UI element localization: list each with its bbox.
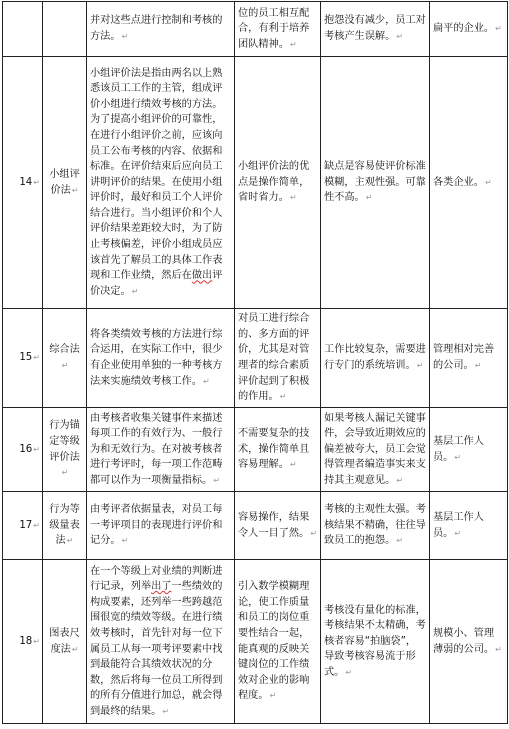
method-name bbox=[43, 2, 87, 57]
method-scope: 基层工作人员。↵ bbox=[430, 408, 508, 492]
method-scope: 基层工作人员。↵ bbox=[430, 492, 508, 560]
table-row bbox=[3, 309, 508, 408]
method-scope: 各类企业。↵ bbox=[430, 57, 508, 309]
method-scope: 管理相对完善的公司。↵ bbox=[430, 309, 508, 408]
method-disadvantages: 考核没有量化的标准，考核结果不太精确，考核者容易“拍脑袋”，导致考核容易流于形式。↵ bbox=[321, 560, 430, 724]
spellcheck-underline: 出了 bbox=[151, 581, 172, 593]
table-row bbox=[3, 408, 508, 492]
method-advantages: 位的员工相互配合，有利于培养团队精神。↵ bbox=[235, 2, 321, 57]
method-advantages: 小组评价法的优点是操作简单，省时省力。↵ bbox=[235, 57, 321, 309]
method-disadvantages: 如果考核人漏记关键事件，会导致近期效应的偏差被夸大，员工会觉得管理者编造事实来支持其主观意见。↵ bbox=[321, 408, 430, 492]
row-number bbox=[3, 2, 43, 57]
method-disadvantages: 抱怨没有减少，员工对考核产生误解。↵ bbox=[321, 2, 430, 57]
method-disadvantages: 考核的主观性太强。考核结果不精确，往往导致员工的抱怨。↵ bbox=[321, 492, 430, 560]
row-number: 18↵ bbox=[3, 560, 43, 724]
method-advantages: 对员工进行综合的、多方面的评价，尤其是对管理者的综合素质评价起到了积极的作用。↵ bbox=[235, 309, 321, 408]
method-scope: 规模小、管理薄弱的公司。↵ bbox=[430, 560, 508, 724]
method-advantages: 容易操作，结果令人一目了然。↵ bbox=[235, 492, 321, 560]
method-content: 并对这些点进行控制和考核的方法。↵ bbox=[87, 2, 235, 57]
method-content: 在一个等级上对业绩的判断进行记录，列举出了一些绩效的构成要素，还列举一些跨越范围很宽的绩效等级。在进行绩效考核时，首先针对每一位下属员工从每一项考评要素中找到最能符合其绩效状况的分数，然后将每一位员工所得到的所有分值进行加总，就会得到最终的结果。↵ bbox=[87, 560, 235, 724]
table-row bbox=[3, 492, 508, 560]
method-name: 图表尺度法↵ bbox=[43, 560, 87, 724]
method-content: 由考评者依据量表，对员工每一考评项目的表现进行评价和记分。↵ bbox=[87, 492, 235, 560]
method-scope: 扁平的企业。↵ bbox=[430, 2, 508, 57]
methods-table bbox=[2, 1, 508, 724]
method-content: 将各类绩效考核的方法进行综合运用，在实际工作中，很少有企业使用单独的一种考核方法来实施绩效考核工作。↵ bbox=[87, 309, 235, 408]
row-number: 17↵ bbox=[3, 492, 43, 560]
table-row bbox=[3, 560, 508, 724]
row-number: 14↵ bbox=[3, 57, 43, 309]
method-name: 综合法↵ bbox=[43, 309, 87, 408]
table-row bbox=[3, 57, 508, 309]
method-content: 由考核者收集关键事件来描述每项工作的有效行为、一般行为和无效行为。在对被考核者进行考评时，每一项工作范畴都可以作为一项衡量指标。↵ bbox=[87, 408, 235, 492]
row-number: 15↵ bbox=[3, 309, 43, 408]
table-row bbox=[3, 2, 508, 57]
method-name: 行为锚定等级评价法↵ bbox=[43, 408, 87, 492]
method-name: 行为等级量表法↵ bbox=[43, 492, 87, 560]
method-disadvantages: 工作比较复杂，需要进行专门的系统培训。↵ bbox=[321, 309, 430, 408]
method-name: 小组评价法↵ bbox=[43, 57, 87, 309]
method-disadvantages: 缺点是容易使评价标准模糊，主观性强。可靠性不高。↵ bbox=[321, 57, 430, 309]
method-advantages: 引入数学模糊理论，使工作质量和员工的岗位重要性结合一起，能真观的反映关键岗位的工作绩效对企业的影响程度。↵ bbox=[235, 560, 321, 724]
spellcheck-underline: 做出 bbox=[191, 270, 213, 282]
row-number: 16↵ bbox=[3, 408, 43, 492]
method-content: 小组评价法是指由两名以上熟悉该员工工作的主管，组成评价小组进行绩效考核的方法。为了提高小组评价的可靠性，在进行小组评价之前，应该向员工公布考核的内容、依据和标准。在评价结束后应向员工讲明评价的结果。在使用小组评价时，最好和员工个人评价结合进行。当小组评价和个人评价结果差距较大时，为了防止考核偏差，评价小组成员应该首先了解员工的具体工作表现和工作业绩，然后在做出评价决定。↵ bbox=[87, 57, 235, 309]
method-advantages: 不需要复杂的技术，操作简单且容易理解。↵ bbox=[235, 408, 321, 492]
